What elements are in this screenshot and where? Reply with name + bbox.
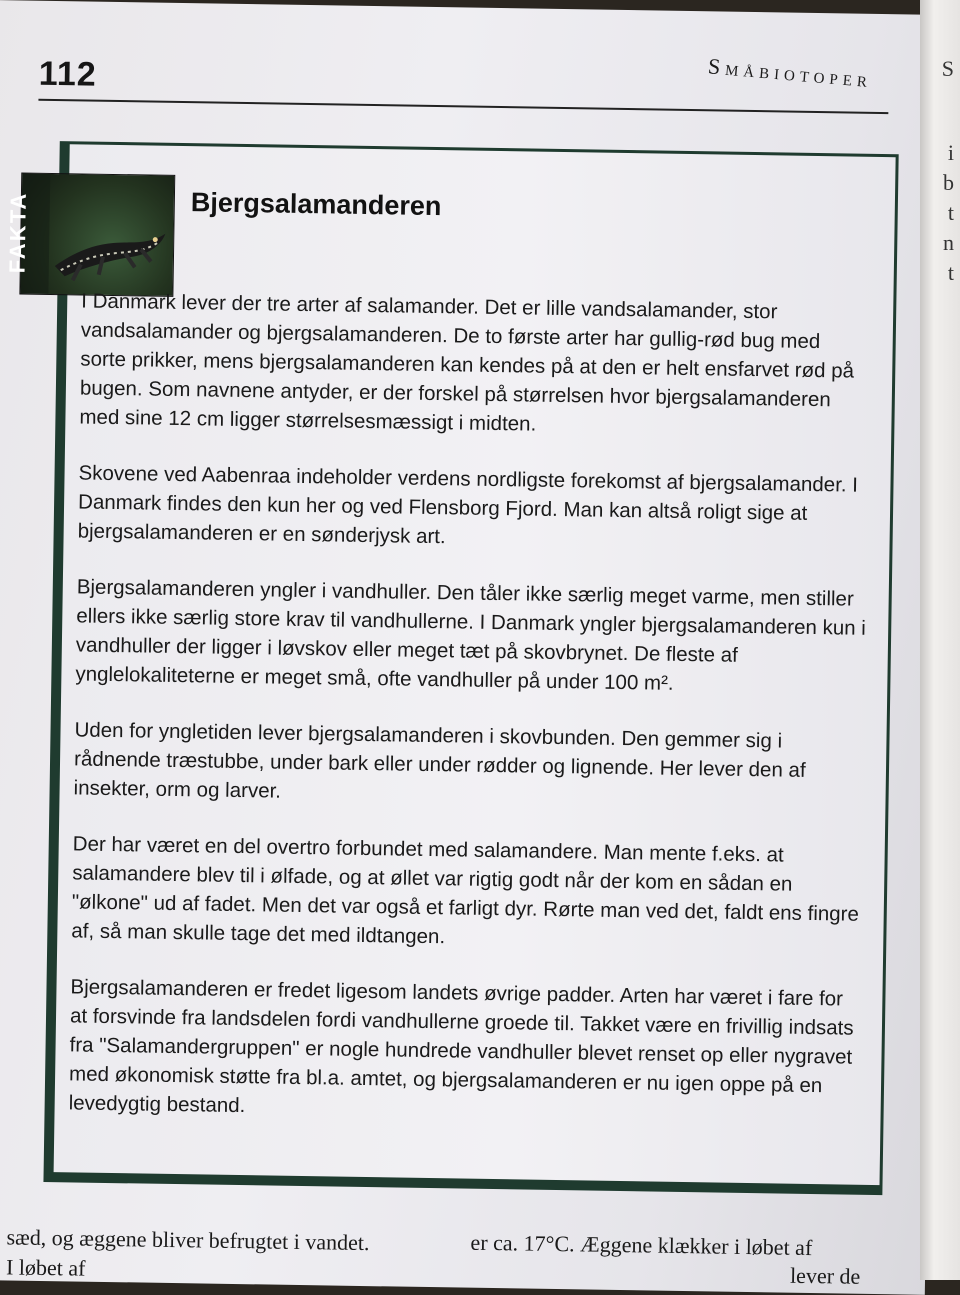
edge-glyph: i xyxy=(947,140,954,165)
edge-glyph: S xyxy=(941,56,954,81)
edge-glyph: t xyxy=(947,260,954,285)
footer-text-left-1: sæd, og æggene bliver befrugtet i vandet. xyxy=(6,1224,370,1256)
paragraph: Skovene ved Aabenraa indeholder verdens nordligste forekomst af bjergsalamander. I Danmark findes den kun her og ved Flensborg Fjord. Man kan altså roligt sige at bjergsalamanderen er en sønderjysk art. xyxy=(77,461,859,549)
footer-text-left-2: I løbet af xyxy=(5,1254,86,1281)
edge-glyph: t xyxy=(947,200,954,225)
header-rule xyxy=(38,99,888,114)
fakta-photo xyxy=(4,173,175,297)
paragraph: Bjergsalamanderen yngler i vandhuller. Den tåler ikke særlig meget varme, men stiller ellers ikke særlig store krav til vandhullerne. I Danmark yngler bjergsalamanderen kun i vandhuller der ligger i løvskov eller meget tæt på skovbrynet. De fleste af ynglelokaliteterne er meget små, ofte vandhuller på under 100 m². xyxy=(75,575,867,695)
box-title: Bjergsalamanderen xyxy=(190,187,442,222)
fakta-label-text: FAKTA xyxy=(4,191,31,274)
paragraph: Der har været en del overtro forbundet med salamandere. Man mente f.eks. at salamandere blev til i ølfade, og at øllet var rigtig godt når der kom en sådan en "ølkone" ud af fadet. Men det var også et farligt dyr. Rørte man ved det, faldt ens fingre af, så man skulle tage det med ildtangen. xyxy=(71,832,860,949)
edge-glyph: n xyxy=(943,230,954,255)
next-page-edge xyxy=(920,0,960,1280)
paragraph: Uden for yngletiden lever bjergsalamanderen i skovbunden. Den gemmer sig i rådnende træstubbe, under bark eller under rødder og lignende. Her lever den af insekter, orm og larver. xyxy=(73,718,806,803)
edge-glyph: b xyxy=(943,170,954,195)
footer-text-right-1: er ca. 17°C. Æggene klækker i løbet af xyxy=(470,1229,813,1261)
footer-text-right-2: lever de xyxy=(789,1262,861,1289)
box-body xyxy=(68,286,871,1156)
page-number: 112 xyxy=(38,54,97,94)
salamander-image-icon xyxy=(51,214,172,286)
paragraph: Bjergsalamanderen er fredet ligesom landets øvrige padder. Arten har været i fare for at forsvinde fra landsdelen fordi vandhullerne groede til. Takket være en frivillig indsats fra "Salamandergruppen" er nogle hundrede vandhuller blevet renset op eller nygravet med økonomisk støtte fra bl.a. amtet, og bjergsalamanderen er nu igen oppe på en levedygtig bestand. xyxy=(68,975,854,1118)
fakta-label xyxy=(4,174,50,294)
running-head: Småbiotoper xyxy=(707,53,874,93)
paragraph: I Danmark lever der tre arter af salamander. Det er lille vandsalamander, stor vandsalamander og bjergsalamanderen. De to første arter har gullig-rød bug med sorte prikker, mens bjergsalamanderen kan kendes på at den er helt ensfarvet rød på bugen. Som navnene antyder, er der forskel på størrelsen hvor bjergsalamanderen med sine 12 cm ligger størrelsesmæssigt i midten. xyxy=(79,289,855,436)
